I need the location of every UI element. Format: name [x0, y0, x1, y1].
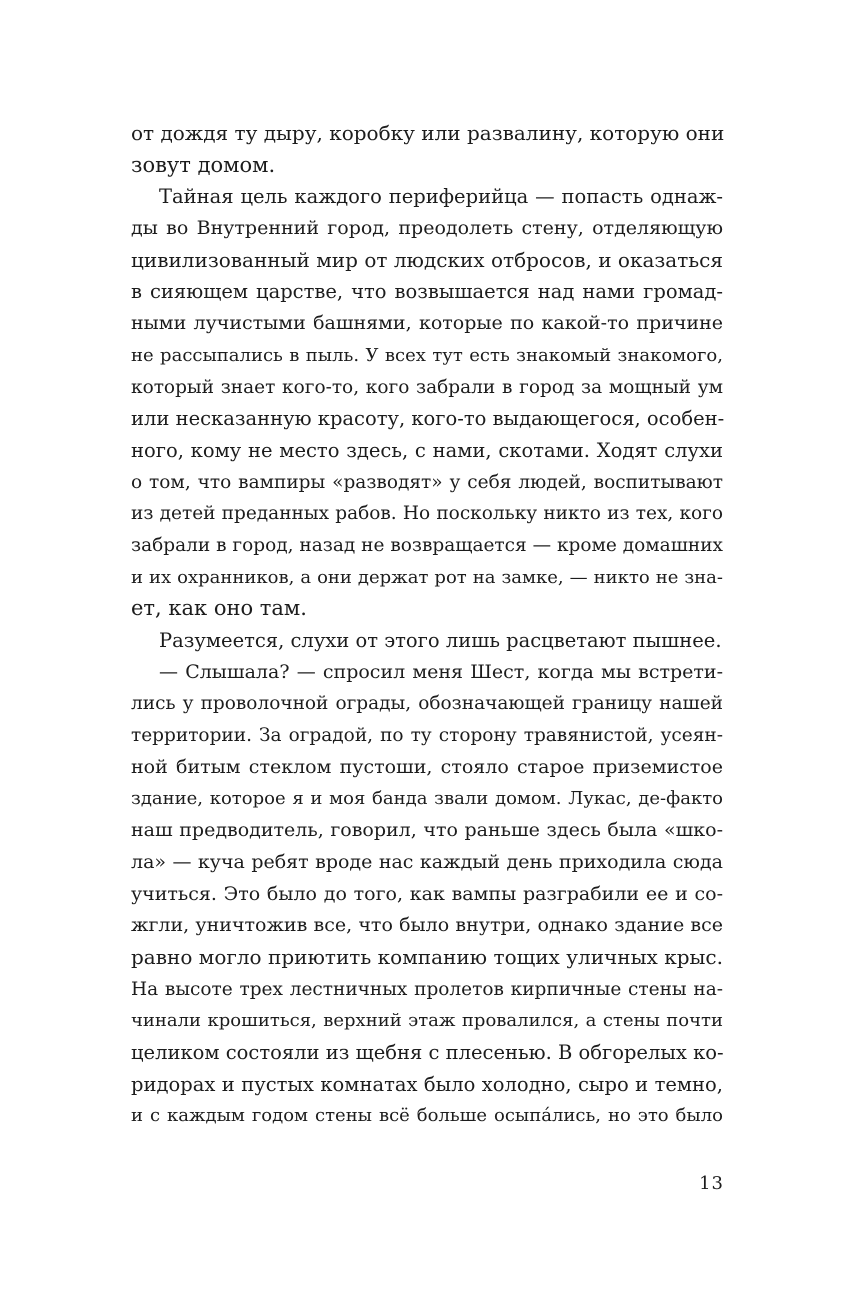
text-line: в сияющем царстве, что возвышается над нами громад-: [131, 280, 723, 304]
text-line: Тайная цель каждого периферийца — попасть однаж-: [159, 185, 723, 209]
text-line: На высоте трех лестничных пролетов кирпичные стены на-: [131, 978, 723, 1000]
text-line: и с каждым годом стены всё больше осыпа́лись, но это было: [131, 1105, 723, 1127]
page-number: 13: [699, 1173, 724, 1194]
text-line: цивилизованный мир от людских отбросов, и оказаться: [131, 247, 723, 272]
text-line: ной битым стеклом пустоши, стояло старое приземистое: [131, 755, 723, 778]
text-line: ридорах и пустых комнатах было холодно, сыро и темно,: [131, 1072, 723, 1096]
text-line: Разумеется, слухи от этого лишь расцветают пышнее.: [159, 629, 722, 652]
text-line: здание, которое я и моя банда звали домом. Лукас, де-факто: [131, 788, 723, 810]
text-line: забрали в город, назад не возвращается — кроме домашних: [131, 534, 723, 556]
body-text: [131, 118, 723, 1132]
text-line: зовут домом.: [131, 152, 276, 177]
text-line: ными лучистыми башнями, которые по какой-то причине: [131, 312, 723, 335]
text-line: от дождя ту дыру, коробку или развалину, которую они: [131, 121, 725, 145]
text-line: ного, кому не место здесь, с нами, скотами. Ходят слухи: [131, 438, 723, 462]
text-line: или несказанную красоту, кого-то выдающегося, особен-: [131, 407, 725, 431]
text-line: чинали крошиться, верхний этаж провалился, а стены почти: [131, 1010, 723, 1032]
text-line: ет, как оно там.: [131, 596, 307, 621]
text-line: жгли, уничтожив все, что было внутри, однако здание все: [131, 914, 723, 937]
text-line: который знает кого-то, кого забрали в город за мощный ум: [131, 376, 723, 398]
text-line: о том, что вампиры «разводят» у себя людей, воспитывают: [131, 471, 723, 493]
text-line: и их охранников, а они держат рот на замке, — никто не зна-: [131, 566, 723, 588]
text-line: не рассыпались в пыль. У всех тут есть знакомый знакомого,: [131, 344, 723, 366]
text-line: лись у проволочной ограды, обозначающей границу нашей: [131, 693, 723, 715]
text-line: наш предводитель, говорил, что раньше здесь была «шко-: [131, 819, 723, 842]
text-line: территории. За оградой, по ту сторону травянистой, усеян-: [131, 725, 723, 747]
text-line: — Слышала? — спросил меня Шест, когда мы встрети-: [159, 660, 723, 683]
text-line: ла» — куча ребят вроде нас каждый день приходила сюда: [131, 850, 723, 873]
text-line: целиком состояли из щебня с плесенью. В обгорелых ко-: [131, 1040, 724, 1064]
text-line: ды во Внутренний город, преодолеть стену, отделяющую: [131, 217, 723, 240]
text-line: равно могло приютить компанию тощих уличных крыс.: [131, 944, 723, 969]
text-line: из детей преданных рабов. Но поскольку никто из тех, кого: [131, 503, 723, 525]
text-line: учиться. Это было до того, как вампы разграбили ее и со-: [131, 882, 723, 905]
